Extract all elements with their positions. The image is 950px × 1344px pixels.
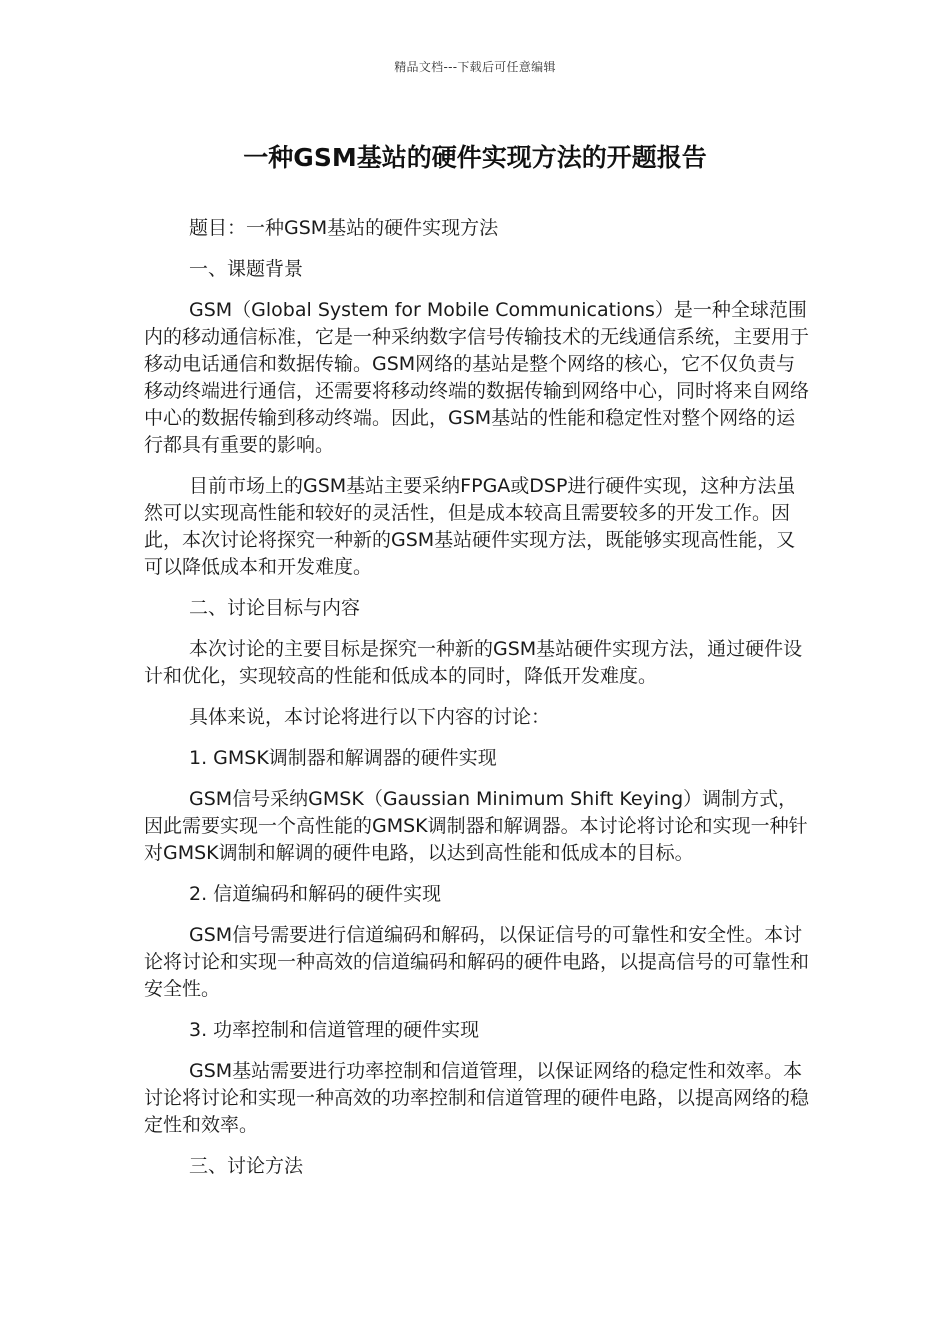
document-title: 一种GSM基站的硬件实现方法的开题报告 [243, 143, 707, 172]
paragraph-background-2: 目前市场上的GSM基站主要采纳FPGA或DSP进行硬件实现，这种方法虽然可以实现高性能和较好的灵活性，但是成本较高且需要较多的开发工作。因此，本次讨论将探究一种新的GSM基站硬件实现方法，既能够实现高性能，又可以降低成本和开发难度。 [144, 475, 796, 578]
item-text-channel-coding: GSM信号需要进行信道编码和解码，以保证信号的可靠性和安全性。本讨论将讨论和实现一种高效的信道编码和解码的硬件电路，以提高信号的可靠性和安全性。 [144, 924, 810, 1000]
section-heading-goals: 二、讨论目标与内容 [189, 597, 361, 619]
section-heading-background: 一、课题背景 [189, 258, 304, 280]
paragraph-background-1: GSM（Global System for Mobile Communications）是一种全球范围内的移动通信标准，它是一种采纳数字信号传输技术的无线通信系统，主要用于移动电话通信和数据传输。GSM网络的基站是整个网络的核心，它不仅负责与移动终端进行通信，还需要将移动终端的数据传输到网络中心，同时将来自网络中心的数据传输到移动终端。因此，GSM基站的性能和稳定性对整个网络的运行都具有重要的影响。 [144, 299, 810, 456]
subject-line: 题目：一种GSM基站的硬件实现方法 [189, 217, 499, 239]
document-body [144, 215, 814, 1194]
item-text-gmsk: GSM信号采纳GMSK（Gaussian Minimum Shift Keying）调制方式，因此需要实现一个高性能的GMSK调制器和解调器。本讨论将讨论和实现一种针对GMSK调制和解调的硬件电路，以达到高性能和低成本的目标。 [144, 788, 808, 864]
section-heading-methods: 三、讨论方法 [189, 1155, 304, 1177]
item-heading-gmsk: 1. GMSK调制器和解调器的硬件实现 [189, 747, 497, 769]
item-heading-channel-coding: 2. 信道编码和解码的硬件实现 [189, 883, 442, 905]
paragraph-goals-2: 具体来说，本讨论将进行以下内容的讨论： [189, 706, 551, 728]
paragraph-goals-1: 本次讨论的主要目标是探究一种新的GSM基站硬件实现方法，通过硬件设计和优化，实现较高的性能和低成本的同时，降低开发难度。 [144, 638, 803, 687]
item-text-power-control: GSM基站需要进行功率控制和信道管理，以保证网络的稳定性和效率。本讨论将讨论和实现一种高效的功率控制和信道管理的硬件电路，以提高网络的稳定性和效率。 [144, 1060, 810, 1136]
header-note: 精品文档---下载后可任意编辑 [394, 60, 556, 74]
item-heading-power-control: 3. 功率控制和信道管理的硬件实现 [189, 1019, 480, 1041]
